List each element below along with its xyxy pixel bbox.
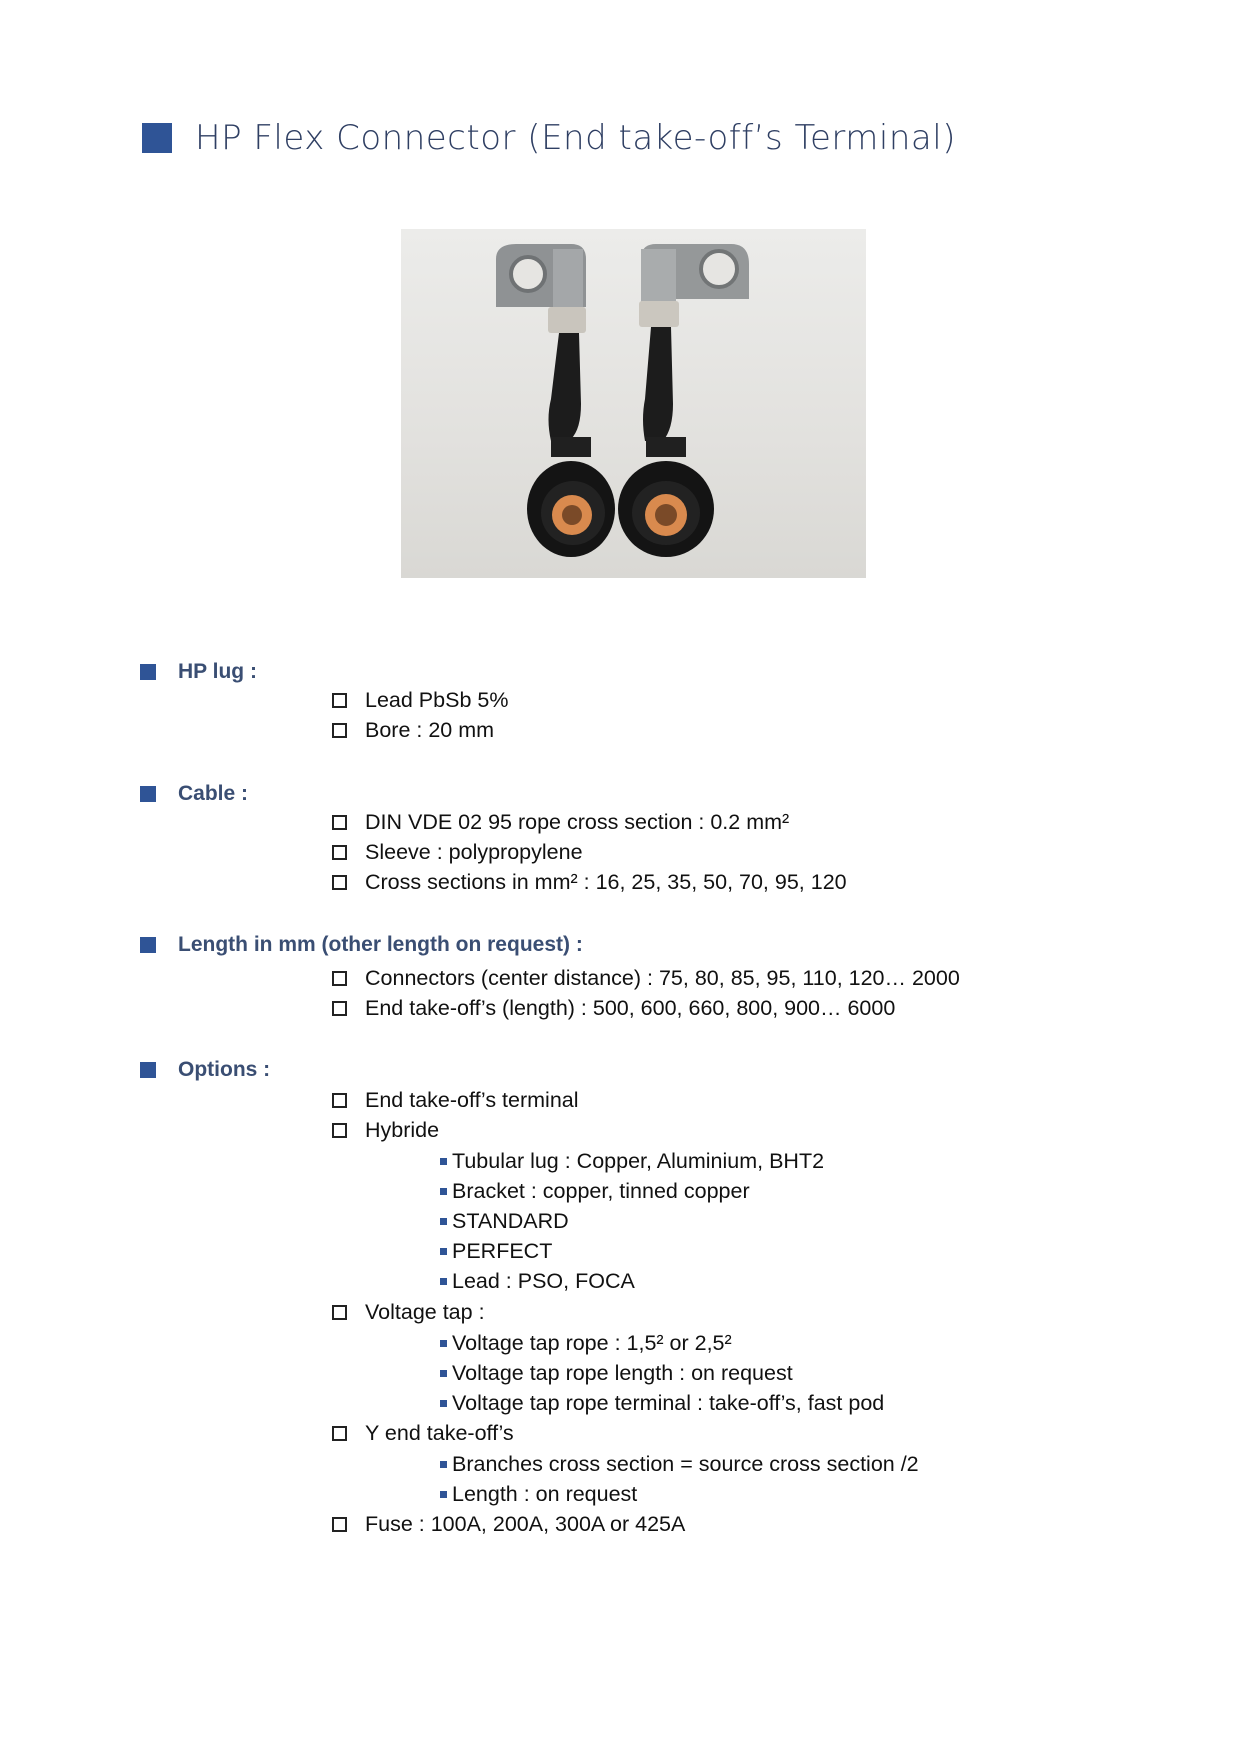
sub-list-item: STANDARD — [440, 1209, 569, 1234]
section-length — [140, 933, 583, 957]
sub-list-item: Tubular lug : Copper, Aluminium, BHT2 — [440, 1149, 824, 1174]
bullet-icon — [440, 1278, 447, 1285]
section-label: Options : — [178, 1058, 271, 1081]
bullet-icon — [440, 1491, 447, 1498]
list-item: Bore : 20 mm — [332, 718, 494, 743]
checkbox-icon — [332, 693, 347, 708]
checkbox-icon — [332, 1517, 347, 1532]
section-square-icon — [140, 786, 156, 802]
title-row — [142, 118, 956, 158]
sub-list-item: Lead : PSO, FOCA — [440, 1269, 635, 1294]
bullet-icon — [440, 1340, 447, 1347]
checkbox-icon — [332, 875, 347, 890]
bullet-icon — [440, 1370, 447, 1377]
title-square-icon — [142, 123, 172, 153]
bullet-icon — [440, 1158, 447, 1165]
sub-list-item: Voltage tap rope length : on request — [440, 1361, 793, 1386]
list-item: Connectors (center distance) : 75, 80, 85, 95, 110, 120… 2000 — [332, 966, 960, 991]
list-item: End take-off’s (length) : 500, 600, 660, 800, 900… 6000 — [332, 996, 895, 1021]
bullet-icon — [440, 1218, 447, 1225]
checkbox-icon — [332, 1426, 347, 1441]
list-item: Lead PbSb 5% — [332, 688, 508, 713]
section-label: Length in mm (other length on request) : — [178, 933, 583, 956]
checkbox-icon — [332, 971, 347, 986]
connector-illustration — [401, 229, 866, 578]
checkbox-icon — [332, 1123, 347, 1138]
sub-list-item: Length : on request — [440, 1482, 637, 1507]
bullet-icon — [440, 1461, 447, 1468]
list-item: Fuse : 100A, 200A, 300A or 425A — [332, 1512, 685, 1537]
section-cable — [140, 782, 248, 806]
sub-list-item: Bracket : copper, tinned copper — [440, 1179, 750, 1204]
product-photo — [401, 229, 866, 578]
list-item: Sleeve : polypropylene — [332, 840, 583, 865]
checkbox-icon — [332, 723, 347, 738]
checkbox-icon — [332, 1001, 347, 1016]
section-square-icon — [140, 664, 156, 680]
section-square-icon — [140, 937, 156, 953]
section-square-icon — [140, 1062, 156, 1078]
checkbox-icon — [332, 1093, 347, 1108]
checkbox-icon — [332, 1305, 347, 1320]
list-item: Hybride — [332, 1118, 439, 1143]
list-item: DIN VDE 02 95 rope cross section : 0.2 mm² — [332, 810, 789, 835]
list-item: Y end take-off’s — [332, 1421, 514, 1446]
bullet-icon — [440, 1400, 447, 1407]
checkbox-icon — [332, 845, 347, 860]
list-item: Cross sections in mm² : 16, 25, 35, 50, 70, 95, 120 — [332, 870, 847, 895]
section-options — [140, 1058, 270, 1082]
left-connector — [496, 244, 615, 557]
bullet-icon — [440, 1248, 447, 1255]
checkbox-icon — [332, 815, 347, 830]
sub-list-item: PERFECT — [440, 1239, 552, 1264]
section-label: Cable : — [178, 782, 249, 805]
page-title: HP Flex Connector (End take-off’s Terminal) — [195, 118, 956, 158]
list-item: End take-off’s terminal — [332, 1088, 579, 1113]
sub-list-item: Branches cross section = source cross section /2 — [440, 1452, 919, 1477]
section-hp-lug — [140, 660, 257, 684]
section-label: HP lug : — [178, 660, 257, 683]
list-item: Voltage tap : — [332, 1300, 485, 1325]
bullet-icon — [440, 1188, 447, 1195]
sub-list-item: Voltage tap rope terminal : take-off’s, fast pod — [440, 1391, 884, 1416]
right-connector — [618, 244, 749, 557]
sub-list-item: Voltage tap rope : 1,5² or 2,5² — [440, 1331, 732, 1356]
